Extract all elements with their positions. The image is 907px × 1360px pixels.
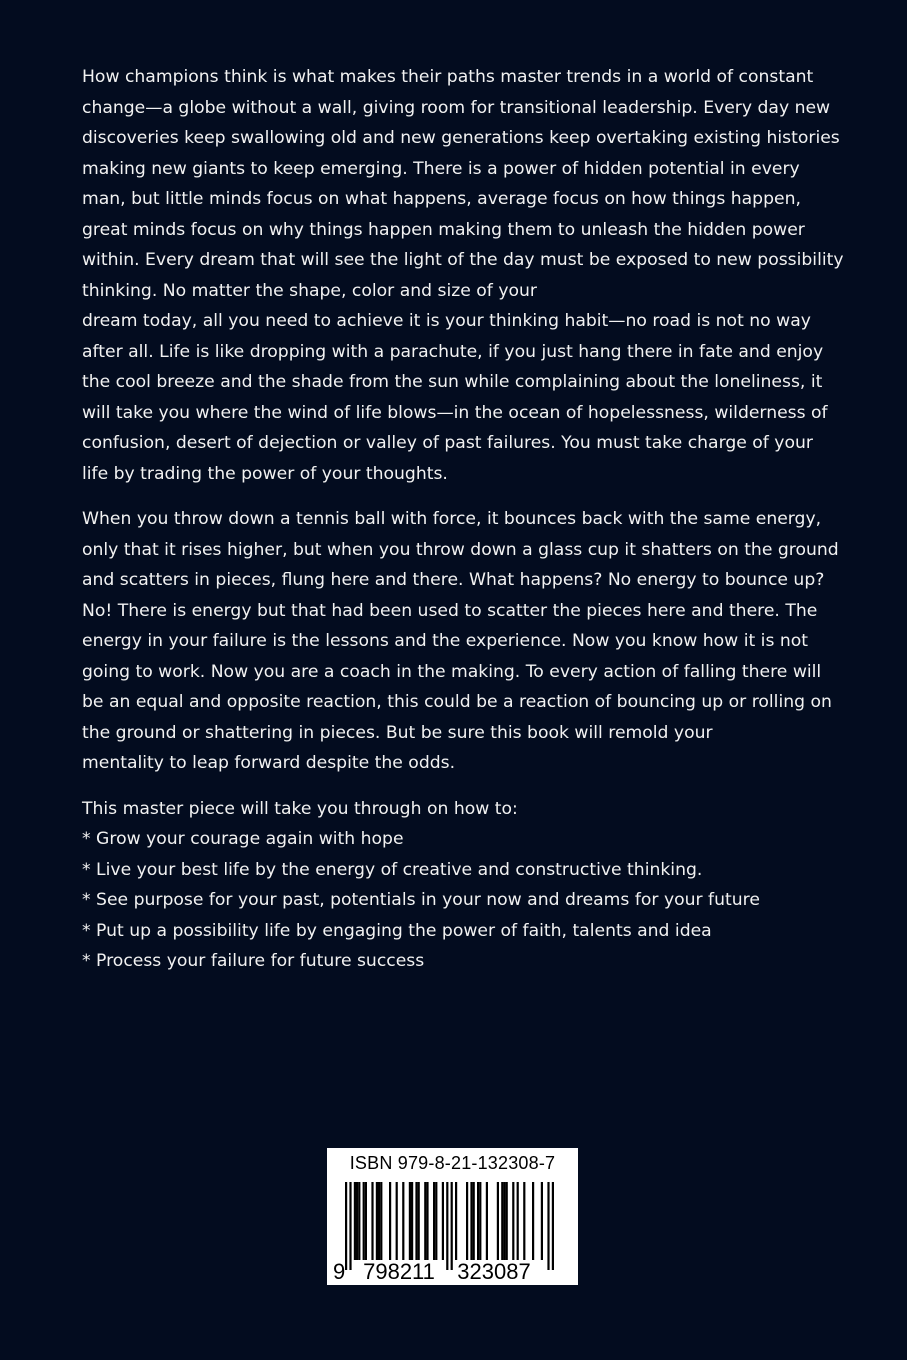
barcode-bar [451,1182,453,1270]
isbn-barcode [327,1148,578,1285]
barcode-bar [455,1182,457,1260]
barcode-bar [506,1182,508,1260]
text-line: dream today, all you need to achieve it is your thinking habit—no road is not no way [82,311,811,331]
text-line: When you throw down a tennis ball with force, it bounces back with the same energy, [82,509,822,529]
barcode-bar [497,1182,499,1260]
barcode-bar [466,1182,468,1260]
text-line: be an equal and opposite reaction, this could be a reaction of bouncing up or rolling on [82,692,832,712]
barcode-bar [517,1182,519,1260]
list-item: * Live your best life by the energy of creative and constructive thinking. [82,859,703,880]
text-line: going to work. Now you are a coach in the making. To every action of falling there will [82,661,822,682]
barcode-bar [541,1182,543,1260]
barcode-bar [365,1182,367,1260]
text-line: No! There is energy but that had been used to scatter the pieces here and there. The [82,600,818,621]
barcode-bar [371,1182,373,1260]
isbn-label: ISBN 979-8-21-132308-7 [349,1153,556,1173]
text-line: within. Every dream that will see the light of the day must be exposed to new possibility [82,250,844,270]
barcode-digit-first: 9 [333,1259,346,1284]
text-line: energy in your failure is the lessons and the experience. Now you know how it is not [82,631,809,651]
barcode-bar [523,1182,525,1260]
text-line: change—a globe without a wall, giving room for transitional leadership. Every day new [82,97,831,118]
list-item: * Put up a possibility life by engaging the power of faith, talents and idea [82,920,712,941]
barcode-bar [532,1182,534,1260]
barcode-bar [486,1182,488,1260]
text-line: after all. Life is like dropping with a parachute, if you just hang there in fate and enjoy [82,341,824,362]
barcode-bar [409,1182,411,1260]
text-line: confusion, desert of dejection or valley of past failures. You must take charge of your [82,433,813,453]
text-line: great minds focus on why things happen making them to unleash the hidden power [82,219,805,240]
text-line: making new giants to keep emerging. There is a power of hidden potential in every [82,158,800,179]
back-cover-text [82,62,842,992]
text-line: the cool breeze and the shade from the sun while complaining about the loneliness, it [82,372,823,392]
barcode-bar [402,1182,404,1260]
barcode-bar [396,1182,398,1260]
barcode-bar [380,1182,382,1260]
barcode-bar [477,1182,479,1260]
barcode-bar [503,1182,505,1260]
barcode-digits-left: 798211 [363,1259,435,1284]
text-line: How champions think is what makes their paths master trends in a world of constant [82,67,814,87]
barcode-bar [349,1182,351,1270]
barcode-bar [547,1182,549,1270]
barcode-bar [501,1182,503,1260]
text-line: discoveries keep swallowing old and new generations keep overtaking existing histories [82,128,840,148]
text-line: only that it rises higher, but when you throw down a glass cup it shatters on the ground [82,539,839,560]
barcode-graphic [327,1148,578,1285]
barcode-bar [426,1182,428,1260]
barcode-bar [378,1182,380,1260]
barcode-bar [415,1182,417,1260]
barcode-bar [442,1182,444,1260]
barcode-bars [345,1182,554,1270]
list-item: * Process your failure for future success [82,951,425,971]
text-line: and scatters in pieces, flung here and there. What happens? No energy to bounce up? [82,570,825,590]
paragraph-intro [82,62,842,489]
list-item: * Grow your courage again with hope [82,829,404,849]
paragraph-tennis-ball [82,504,842,779]
barcode-bar [424,1182,426,1260]
barcode-bar [552,1182,554,1270]
barcode-bar [389,1182,391,1260]
barcode-bar [479,1182,481,1260]
barcode-bar [470,1182,472,1260]
barcode-bar [358,1182,360,1260]
barcode-bar [376,1182,378,1260]
barcode-bar [418,1182,420,1260]
barcode-bar [473,1182,475,1260]
text-line: man, but little minds focus on what happens, average focus on how things happen, [82,189,801,209]
barcode-bar [345,1182,347,1270]
barcode-digits-right: 323087 [457,1259,531,1284]
barcode-bar [435,1182,437,1260]
text-line: thinking. No matter the shape, color and size of your [82,280,537,301]
list-item: * See purpose for your past, potentials in your now and dreams for your future [82,890,760,910]
barcode-bar [512,1182,514,1260]
text-line: will take you where the wind of life blows—in the ocean of hopelessness, wilderness of [82,402,828,423]
barcode-bar [446,1182,448,1270]
text-line: life by trading the power of your thoughts. [82,463,448,484]
list-intro: This master piece will take you through on how to: [82,798,518,819]
text-line: mentality to leap forward despite the odds. [82,753,456,773]
barcode-bar [411,1182,413,1260]
barcode-bar [433,1182,435,1260]
barcode-bar [354,1182,356,1260]
text-line: the ground or shattering in pieces. But be sure this book will remold your [82,722,713,743]
barcode-bar [356,1182,358,1260]
paragraph-bullet-list [82,794,842,977]
barcode-bar [363,1182,365,1260]
